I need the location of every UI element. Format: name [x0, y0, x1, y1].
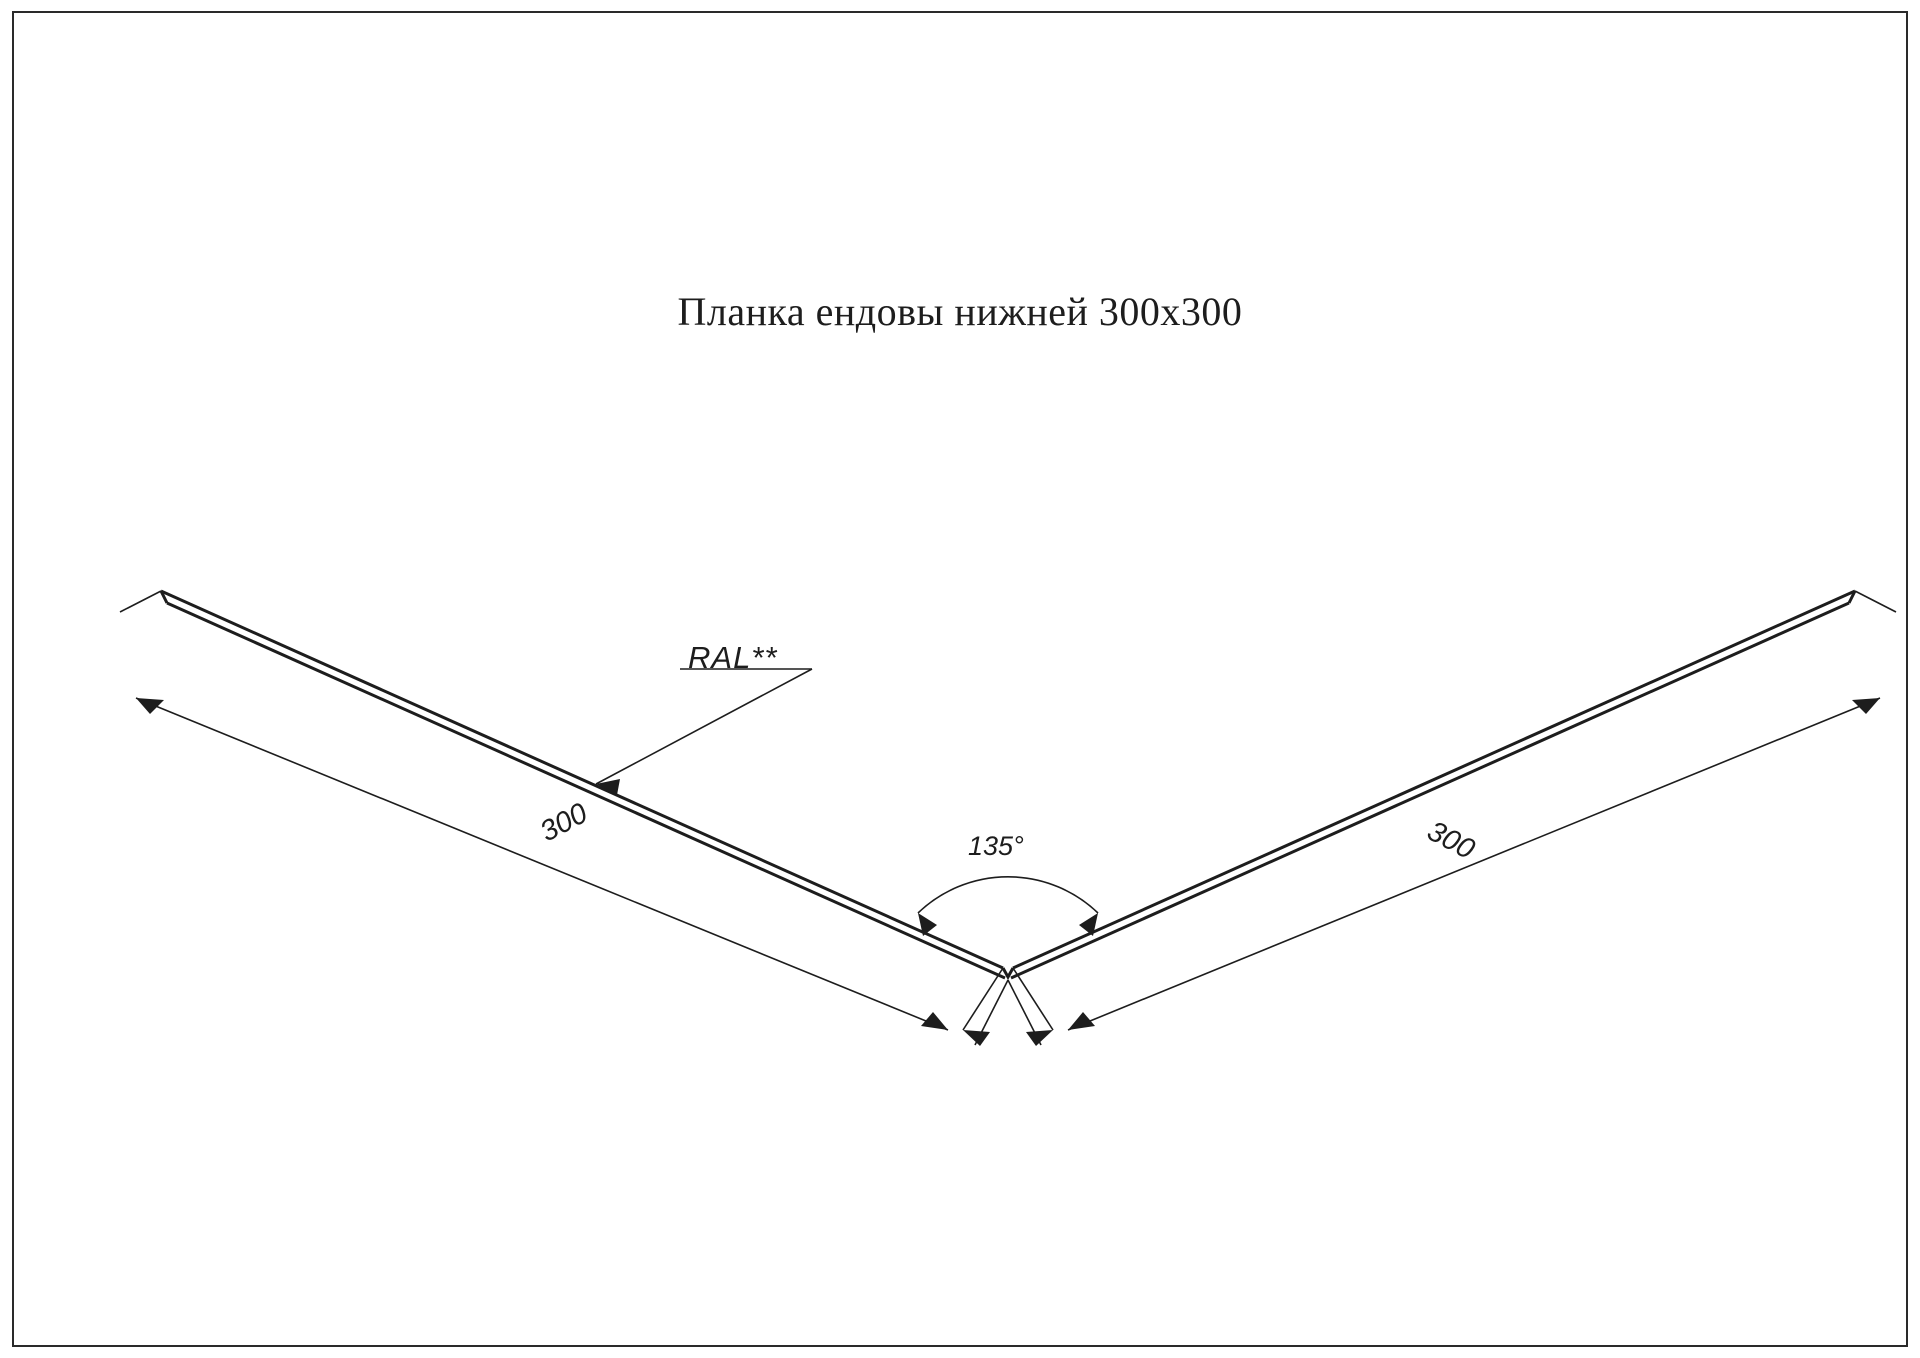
angle-label: 135° [968, 831, 1024, 861]
angle-dimension-135 [918, 877, 1098, 936]
dimension-label-right: 300 [1421, 815, 1480, 866]
dimension-right-300 [1013, 591, 1896, 1030]
leader-line-ral [596, 669, 812, 795]
drawing-title: Планка ендовы нижней 300x300 [677, 289, 1243, 334]
vertex-angle-indicator [963, 980, 1053, 1046]
material-label-ral: RAL** [688, 640, 778, 675]
dimension-label-left: 300 [535, 797, 593, 849]
profile-outline [161, 591, 1855, 978]
